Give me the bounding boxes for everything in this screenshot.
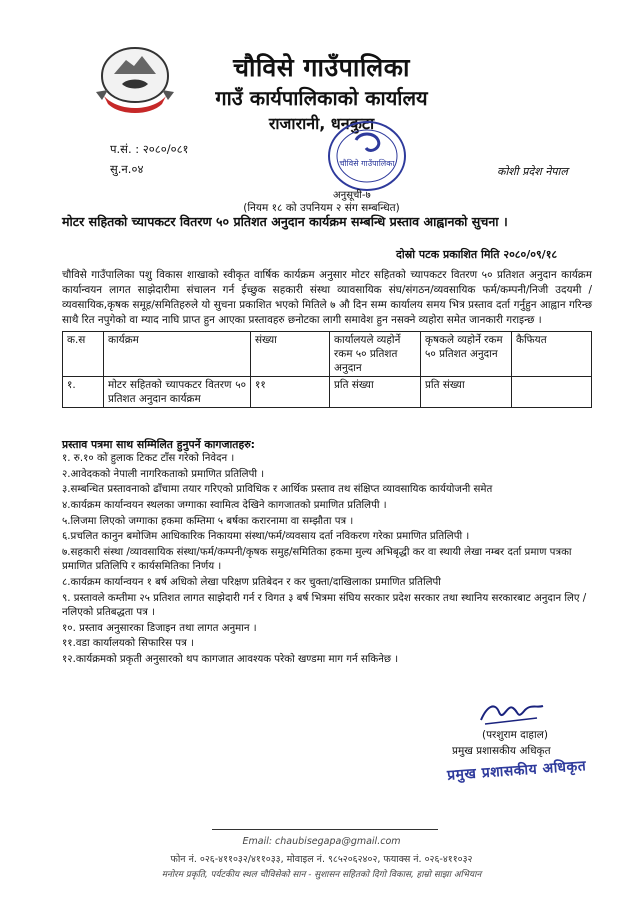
footer-email: Email: chaubisegapa@gmail.com (242, 836, 401, 847)
table-header-cell: कैफियत (512, 332, 592, 377)
list-item: ५.लिजमा लिएको जग्गाका हकमा कम्तिमा ५ बर्षका करारनामा वा सम्झौता पत्र । (62, 515, 354, 527)
footer-phone: फोन नं. ०२६-४११०३२/४११०३३, मोवाइल नं. ९८५२०६२४०२, फयाक्स नं. ०२६-४११०३२ (170, 854, 473, 865)
signatory-name: (परशुराम दाहाल) (482, 729, 548, 741)
table-cell: ११ (251, 377, 330, 408)
schedule-label: अनुसूची-७ (333, 190, 371, 201)
office-name: गाउँ कार्यपालिकाको कार्यालय (215, 86, 428, 110)
municipality-name: चौविसे गाउँपालिका (233, 53, 410, 82)
notice-body: चौविसे गाउँपालिका पशु विकास शाखाको स्वीकृत वार्षिक कार्यक्रम अनुसार मोटर सहितको च्यापकटर वितरण ५० प्रतिशत अनुदान कार्यक्रम कार्यान्वयन लागत साझेदारीमा संचालन गर्न ईच्छुक सहकारी संस्था व्यावसायिक संघ/संगठन/व्यवसायिक फर्म/कम्पनी/निजी उदयमी /व्यवसायिक,कृषक समूह/समितिहरुले यो सुचना प्रकाशित भएको मितिले ७ औ दिन सम्म कार्यालय समय भित्र प्रस्ताव दर्ता गर्नुहुन आह्वान गरिन्छ साथै रित नपुगेको वा म्याद नाघि प्राप्त हुन आएका प्रस्तावहरु छनोटका लागी समावेश हुन नसक्ने व्यहोरा समेत जानकारी गराइन्छ । (62, 269, 592, 326)
list-item: ८.कार्यक्रम कार्यान्वयन १ बर्ष अधिको लेखा परिक्षण प्रतिबेदन र कर चुक्ता/दाखिलाका प्रमाणित प्रतिलिपी (62, 577, 441, 589)
designation-seal: प्रमुख प्रशासकीय अधिकृत (446, 758, 587, 784)
footer-slogan: मनोरम प्रकृति, पर्यटकीय स्थल चौविसेको सान - सुशासन सहितको दिगो विकास, हाम्रो साझा अभियान (161, 870, 482, 880)
rule-reference: (नियम १८ को उपनियम २ संग सम्बन्धित) (243, 202, 400, 214)
province-label: कोशी प्रदेश नेपाल (497, 165, 568, 178)
table-cell: १. (63, 377, 104, 408)
office-stamp (326, 118, 408, 194)
stamp-text: चौविसे गाउँपालिका (339, 159, 395, 168)
signature-icon (477, 698, 547, 728)
program-table (62, 331, 592, 408)
footer-divider (212, 829, 438, 830)
list-item: १०. प्रस्ताव अनुसारका डिजाइन तथा लागत अनुमान । (62, 622, 257, 634)
table-header-cell: कृषकले व्यहोर्ने रकम ५० प्रतिशत अनुदान (421, 332, 512, 377)
table-header-cell: क.स (63, 332, 104, 377)
signatory-designation: प्रमुख प्रशासकीय अधिकृत (452, 745, 551, 757)
list-item: ७.सहकारी संस्था /व्यावसायिक संस्था/फर्म/कम्पनी/कृषक समुह/समितिका हकमा मुल्य अभिबृद्धी कर वा स्थायी लेखा नम्बर दर्ता प्रमाण पत्रका प्रमाणित प्रतिलिपि र कार्यसमितिका निर्णय । (62, 547, 572, 573)
list-item: ९. प्रस्तावले कम्तीमा २५ प्रतिशत लागत साझेदारी गर्न र विगत ३ बर्ष भित्रमा संघिय सरकार प्रदेश सरकार तथा स्थानिय सरकारबाट अनुदान लिए /नलिएको प्रतिबद्धता पत्र । (62, 592, 587, 619)
table-cell: प्रति संख्या (421, 377, 512, 408)
table-header-cell: कार्यक्रम (104, 332, 251, 377)
table-header-cell: कार्यालयले व्यहोर्ने रकम ५० प्रतिशत अनुदान (330, 332, 421, 377)
table-header-row (63, 332, 592, 377)
list-item: ११.वडा कार्यालयको सिफारिस पत्र । (62, 638, 194, 650)
publication-date: दोस्रो पटक प्रकाशित मिति २०८०/०९/१८ (396, 248, 558, 261)
dispatch-number: सु.न.०४ (110, 162, 144, 176)
notice-title: मोटर सहितको च्यापकटर वितरण ५० प्रतिशत अनुदान कार्यक्रम सम्बन्धि प्रस्ताव आह्वानको सुचना । (62, 214, 508, 229)
reference-number: प.सं. : २०८०/०८१ (110, 142, 189, 156)
documents-list (62, 452, 602, 669)
list-item: १. रु.१० को हुलाक टिकट टाँस गरेको निवेदन । (62, 453, 235, 464)
list-item: ६.प्रचलित कानुन बमोजिम आधिकारिक निकायमा संस्था/फर्म/व्यवसाय दर्ता नविकरण गरेका प्रमाणित प्रतिलिपी । (62, 531, 470, 543)
office-address: राजारानी, धनकुटा (268, 114, 375, 133)
table-cell: मोटर सहितको च्यापकटर वितरण ५० प्रतिशत अनुदान कार्यक्रम (104, 377, 251, 408)
table-cell (512, 377, 592, 408)
table-row (63, 377, 592, 408)
list-item: २.आवेदकको नेपाली नागरिकताको प्रमाणित प्रतिलिपी । (62, 468, 265, 480)
documents-heading: प्रस्ताव पत्रमा साथ सम्मिलित हुनुपर्ने कागजातहरु: (62, 438, 255, 451)
list-item: ३.सम्बन्धित प्रस्तावनाको ढाँचामा तयार गरिएको प्राविधिक र आर्थिक प्रस्ताव तथ संक्षिप्त व्यावसायिक कार्ययोजनी समेत (62, 484, 493, 496)
table-header-cell: संख्या (251, 332, 330, 377)
list-item: ४.कार्यक्रम कार्यान्वयन स्थलका जग्गाका स्वामित्व देखिने कागजातको प्रमाणित प्रतिलिपी । (62, 500, 387, 512)
table-cell: प्रति संख्या (330, 377, 421, 408)
list-item: १२.कार्यक्रमको प्रकृती अनुसारको थप कागजात आवश्यक परेको खण्डमा माग गर्न सकिनेछ । (62, 654, 399, 666)
